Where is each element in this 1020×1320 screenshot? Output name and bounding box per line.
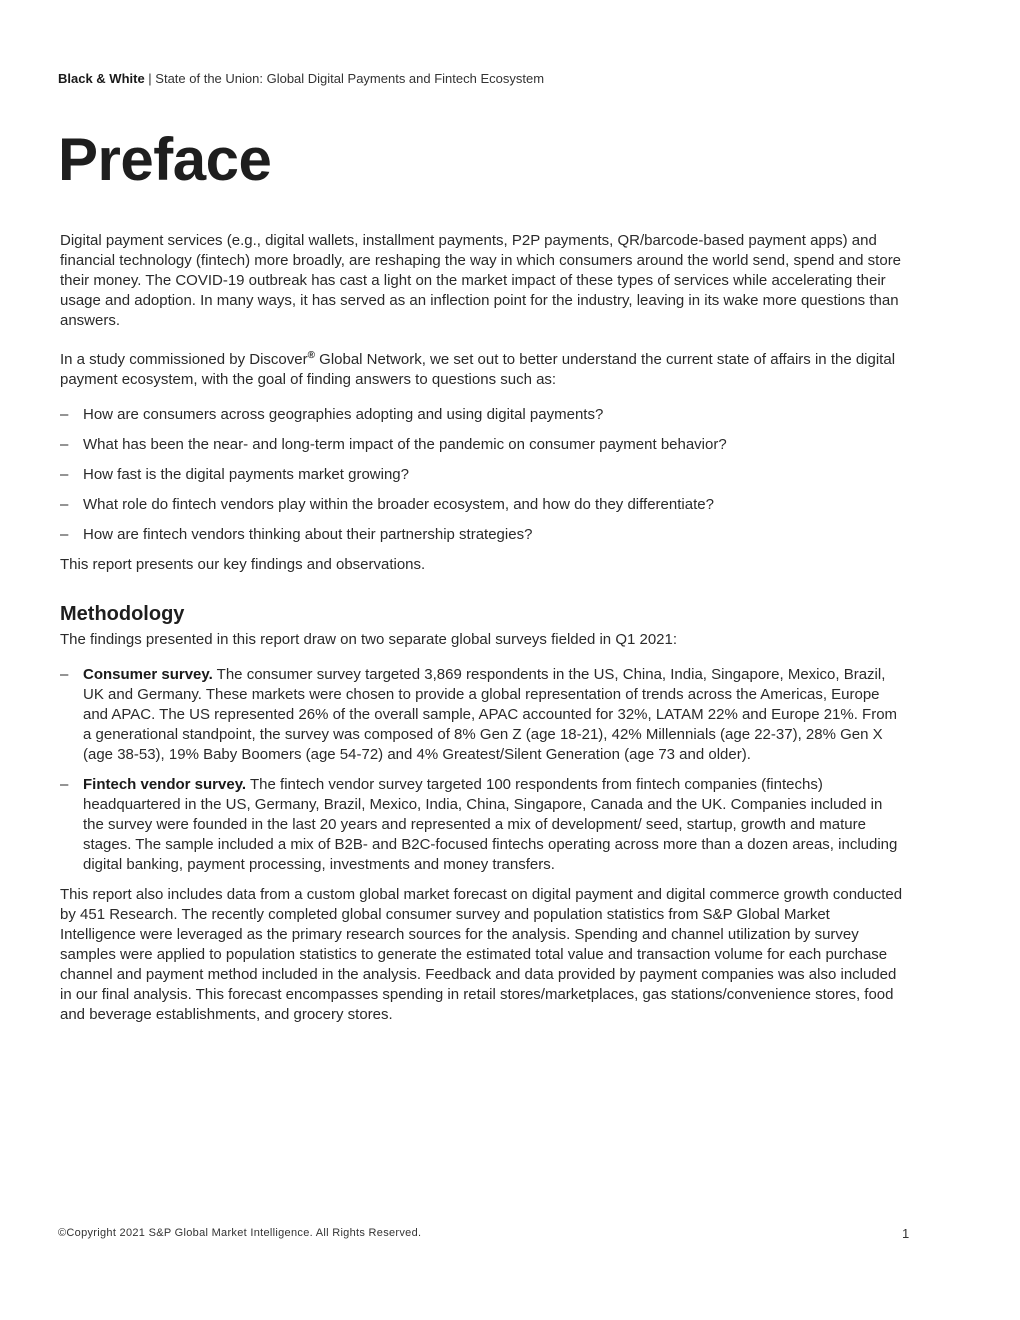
running-header: [58, 71, 544, 86]
list-item: [60, 775, 905, 875]
copyright-notice: ©Copyright 2021 S&P Global Market Intelligence. All Rights Reserved.: [58, 1227, 422, 1239]
list-item: [60, 405, 905, 425]
list-item: [60, 525, 905, 545]
list-item: [60, 665, 905, 765]
question-text: How are consumers across geographies adopting and using digital payments?: [83, 406, 604, 423]
list-item: [60, 435, 905, 455]
page-number: 1: [902, 1226, 910, 1241]
question-text: How fast is the digital payments market growing?: [83, 466, 409, 483]
survey-description: The fintech vendor survey targeted 100 respondents from fintech companies (fintechs) headquartered in the US, Germany, Brazil, Mexico, India, China, Singapore, Canada and the UK. Companies included in the survey were founded in the last 20 years and represented a mix of development/ seed, startup, growth and mature stages. The sample included a mix of B2B- and B2C-focused fintechs operating across more than a dozen areas, including digital banking, payment processing, investments and money transfers.: [83, 776, 898, 873]
intro-paragraph-2-start: In a study commissioned by Discover: [60, 351, 308, 368]
methodology-closing: This report also includes data from a custom global market forecast on digital payment and digital commerce growth conducted by 451 Research. The recently completed global consumer survey and population statistics from S&P Global Market Intelligence were leveraged as the primary research sources for the analysis. Spending and channel utilization by survey samples were applied to population statistics to generate the estimated total value and transaction volume for each purchase channel and payment method included in the analysis. Feedback and data provided by payment companies was also included in our final analysis. This forecast encompasses spending in retail stores/marketplaces, gas stations/convenience stores, food and beverage establishments, and grocery stores.: [60, 886, 903, 1023]
question-text: How are fintech vendors thinking about their partnership strategies?: [83, 526, 533, 543]
intro-paragraph-2-end: Global Network, we set out to better understand the current state of affairs in the digital payment ecosystem, with the goal of finding answers to questions such as:: [60, 351, 896, 388]
header-subtitle: State of the Union: Global Digital Payments and Fintech Ecosystem: [155, 71, 545, 86]
survey-label: Consumer survey.: [83, 666, 213, 683]
survey-description: The consumer survey targeted 3,869 respondents in the US, China, India, Singapore, Mexico, Brazil, UK and Germany. These markets were chosen to provide a global representation of trends across the Americas, Europe and APAC. The US represented 26% of the overall sample, APAC accounted for 32%, LATAM 22% and Europe 21%. From a generational standpoint, the survey was composed of 8% Gen Z (age 18-21), 42% Millennials (age 22-37), 28% Gen X (age 38-53), 19% Baby Boomers (age 54-72) and 4% Greatest/Silent Generation (age 73 and older).: [83, 666, 898, 763]
intro-closing: This report presents our key findings and observations.: [60, 556, 426, 573]
dash-bullet: –: [60, 406, 69, 423]
document-body: [60, 231, 905, 1040]
list-item: [60, 465, 905, 485]
survey-label: Fintech vendor survey.: [83, 776, 247, 793]
intro-paragraph-2: [60, 346, 905, 390]
question-text: What role do fintech vendors play within the broader ecosystem, and how do they differentiate?: [83, 496, 714, 513]
methodology-intro: The findings presented in this report draw on two separate global surveys fielded in Q1 2021:: [60, 631, 678, 648]
header-separator: |: [144, 71, 156, 86]
list-item: [60, 495, 905, 515]
header-brand: Black & White: [58, 71, 145, 86]
dash-bullet: –: [60, 436, 69, 453]
dash-bullet: –: [60, 776, 69, 793]
methodology-heading: Methodology: [60, 603, 185, 625]
dash-bullet: –: [60, 466, 69, 483]
dash-bullet: –: [60, 496, 69, 513]
dash-bullet: –: [60, 666, 69, 683]
questions-list: [60, 405, 905, 545]
surveys-list: [60, 665, 905, 875]
registered-mark: ®: [307, 350, 315, 361]
question-text: What has been the near- and long-term impact of the pandemic on consumer payment behavior?: [83, 436, 727, 453]
dash-bullet: –: [60, 526, 69, 543]
page-title: Preface: [58, 126, 272, 193]
intro-paragraph-1: Digital payment services (e.g., digital wallets, installment payments, P2P payments, QR/barcode-based payment apps) and financial technology (fintech) more broadly, are reshaping the way in which consumers around the world send, spend and store their money. The COVID-19 outbreak has cast a light on the market impact of these types of services while accelerating their usage and adoption. In many ways, it has served as an inflection point for the industry, leaving in its wake more questions than answers.: [60, 232, 902, 329]
